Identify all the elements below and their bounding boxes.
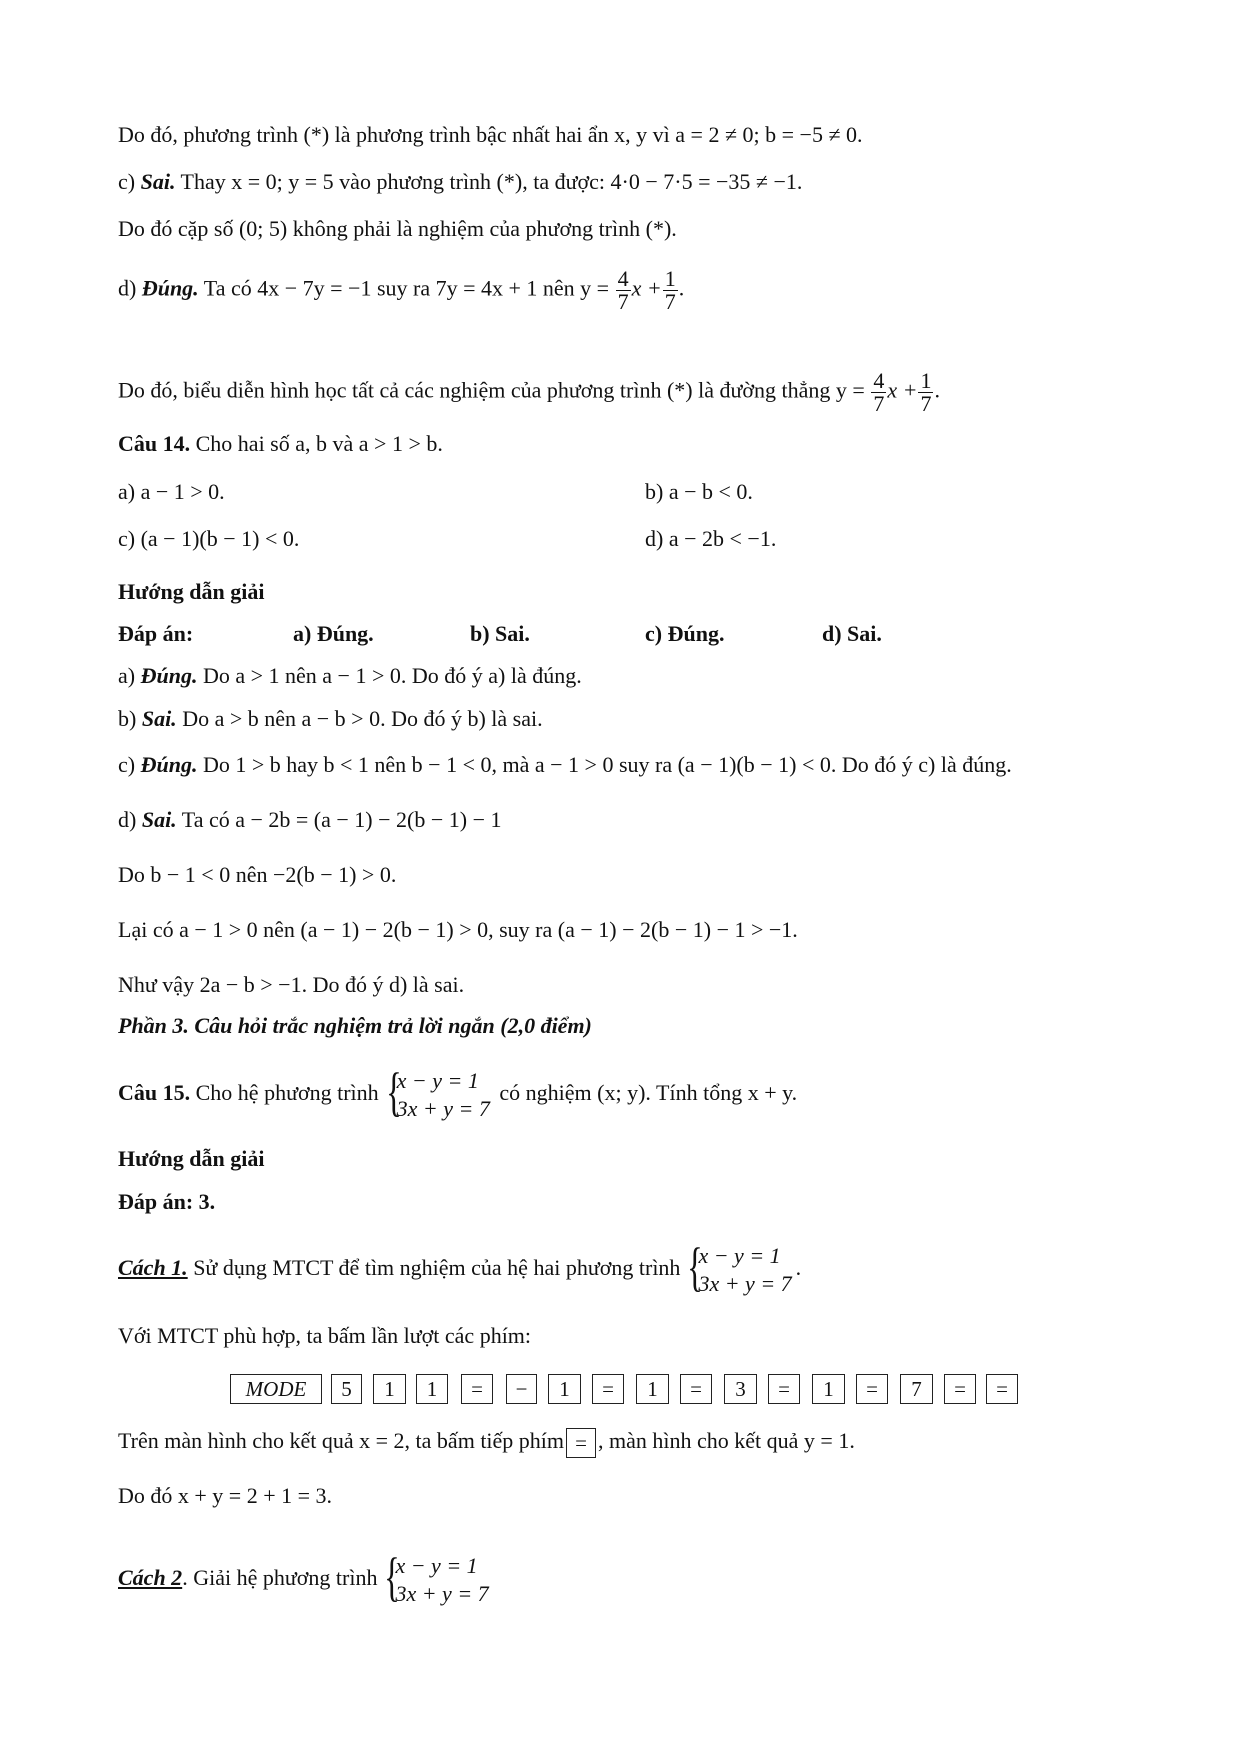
answer-a: a) Đúng. (293, 621, 374, 646)
key-mode: MODE (230, 1374, 322, 1404)
key-equals: = (856, 1374, 888, 1404)
sum-line: Do đó x + y = 2 + 1 = 3. (118, 1483, 333, 1508)
guide-heading: Hướng dẫn giải (118, 1146, 265, 1171)
status-sai: Sai. (141, 706, 177, 731)
solution-d-line-4: Như vậy 2a − b > −1. Do đó ý d) là sai. (118, 972, 465, 997)
method-1: Cách 1. Sử dụng MTCT để tìm nghiệm của hệ hai phương trình { x − y = 1 3x + y = 7 . (118, 1237, 802, 1297)
method-2: Cách 2. Giải hệ phương trình { x − y = 1 3x + y = 7 (118, 1547, 489, 1607)
solution-d: d) Sai. Ta có a − 2b = (a − 1) − 2(b − 1) − 1 (118, 807, 502, 832)
key-1: 1 (373, 1374, 406, 1404)
solution-d-line-3: Lại có a − 1 > 0 nên (a − 1) − 2(b − 1) > 0, suy ra (a − 1) − 2(b − 1) − 1 > −1. (118, 917, 798, 942)
brace-icon: { (385, 1062, 402, 1122)
text-line-5: Do đó, biểu diễn hình học tất cả các nghiệm của phương trình (*) là đường thẳng y = $\frac{4}{7}$ x + $\frac{1}{7}$ . (118, 368, 940, 416)
equation-system: { x − y = 1 3x + y = 7 (385, 1062, 490, 1122)
item-label: d) (118, 275, 142, 301)
result-line: Trên màn hình cho kết quả x = 2, ta bấm tiếp phím = , màn hình cho kết quả y = 1. (118, 1427, 855, 1458)
item-label: c) (118, 169, 141, 194)
option-a: a) a − 1 > 0. (118, 479, 225, 504)
text-line-4: d) Đúng. Ta có 4x − 7y = −1 suy ra 7y = 4x + 1 nên y = $\frac{4}{7}$ x + $\frac{1}{7}$ . (118, 266, 685, 314)
item-text: Thay x = 0; y = 5 vào phương trình (*), ta được: 4·0 − 7·5 = −35 ≠ −1. (175, 169, 803, 194)
answer-label: Đáp án: 3. (118, 1189, 216, 1214)
option-d: d) a − 2b < −1. (645, 526, 777, 551)
status-dung: Đúng. (140, 663, 198, 688)
keys-intro: Với MTCT phù hợp, ta bấm lần lượt các phím: (118, 1323, 532, 1348)
question-15: Câu 15. Cho hệ phương trình { x − y = 1 3x + y = 7 có nghiệm (x; y). Tính tổng x + y. (118, 1062, 798, 1122)
answer-d: d) Sai. (822, 621, 882, 646)
answer-c: c) Đúng. (645, 621, 725, 646)
status-dung: Đúng. (140, 752, 198, 777)
solution-b: b) Sai. Do a > b nên a − b > 0. Do đó ý b) là sai. (118, 706, 543, 731)
text-line-1: Do đó, phương trình (*) là phương trình bậc nhất hai ẩn x, y vì a = 2 ≠ 0; b = −5 ≠ 0. (118, 122, 863, 147)
key-minus: − (506, 1374, 537, 1404)
option-b: b) a − b < 0. (645, 479, 753, 504)
question-label: Câu 14. (118, 431, 191, 456)
solution-d-line-2: Do b − 1 < 0 nên −2(b − 1) > 0. (118, 862, 397, 887)
brace-icon: { (687, 1237, 704, 1297)
key-1: 1 (416, 1374, 448, 1404)
answer-b: b) Sai. (470, 621, 530, 646)
fraction-4-7: $\frac{4}{7}$ (617, 266, 629, 314)
key-equals: = (680, 1374, 712, 1404)
option-c: c) (a − 1)(b − 1) < 0. (118, 526, 300, 551)
equation-system: { x − y = 1 3x + y = 7 (687, 1237, 792, 1297)
brace-icon: { (384, 1547, 401, 1607)
equation-system: { x − y = 1 3x + y = 7 (384, 1547, 489, 1607)
key-equals: = (461, 1374, 493, 1404)
answer-label: Đáp án: (118, 621, 194, 646)
key-1: 1 (636, 1374, 669, 1404)
method-label: Cách 2 (118, 1565, 183, 1591)
status-sai: Sai. (141, 807, 177, 832)
key-7: 7 (900, 1374, 933, 1404)
key-5: 5 (331, 1374, 362, 1404)
key-1: 1 (812, 1374, 845, 1404)
key-1: 1 (548, 1374, 581, 1404)
item-text: Ta có 4x − 7y = −1 suy ra 7y = 4x + 1 nên y = (198, 275, 615, 301)
question-label: Câu 15. (118, 1080, 191, 1106)
key-equals: = (566, 1428, 596, 1458)
solution-c: c) Đúng. Do 1 > b hay b < 1 nên b − 1 < 0, mà a − 1 > 0 suy ra (a − 1)(b − 1) < 0. Do đó ý c) là đúng. (118, 752, 1012, 777)
key-equals: = (986, 1374, 1018, 1404)
key-3: 3 (724, 1374, 757, 1404)
method-label: Cách 1. (118, 1255, 188, 1281)
key-equals: = (592, 1374, 624, 1404)
solution-a: a) Đúng. Do a > 1 nên a − 1 > 0. Do đó ý a) là đúng. (118, 663, 582, 688)
question-14: Câu 14. Cho hai số a, b và a > 1 > b. (118, 431, 443, 456)
status-sai: Sai. (140, 169, 176, 194)
fraction-1-7: $\frac{1}{7}$ (920, 368, 932, 416)
status-dung: Đúng. (141, 275, 199, 301)
fraction-4-7: $\frac{4}{7}$ (873, 368, 885, 416)
text-line-2 (118, 168, 802, 196)
fraction-1-7: $\frac{1}{7}$ (664, 266, 676, 314)
text-line-3: Do đó cặp số (0; 5) không phải là nghiệm của phương trình (*). (118, 216, 677, 241)
key-equals: = (768, 1374, 800, 1404)
guide-heading: Hướng dẫn giải (118, 579, 265, 604)
key-equals: = (944, 1374, 976, 1404)
part-3-title: Phần 3. Câu hỏi trắc nghiệm trả lời ngắn (2,0 điểm) (118, 1013, 592, 1038)
